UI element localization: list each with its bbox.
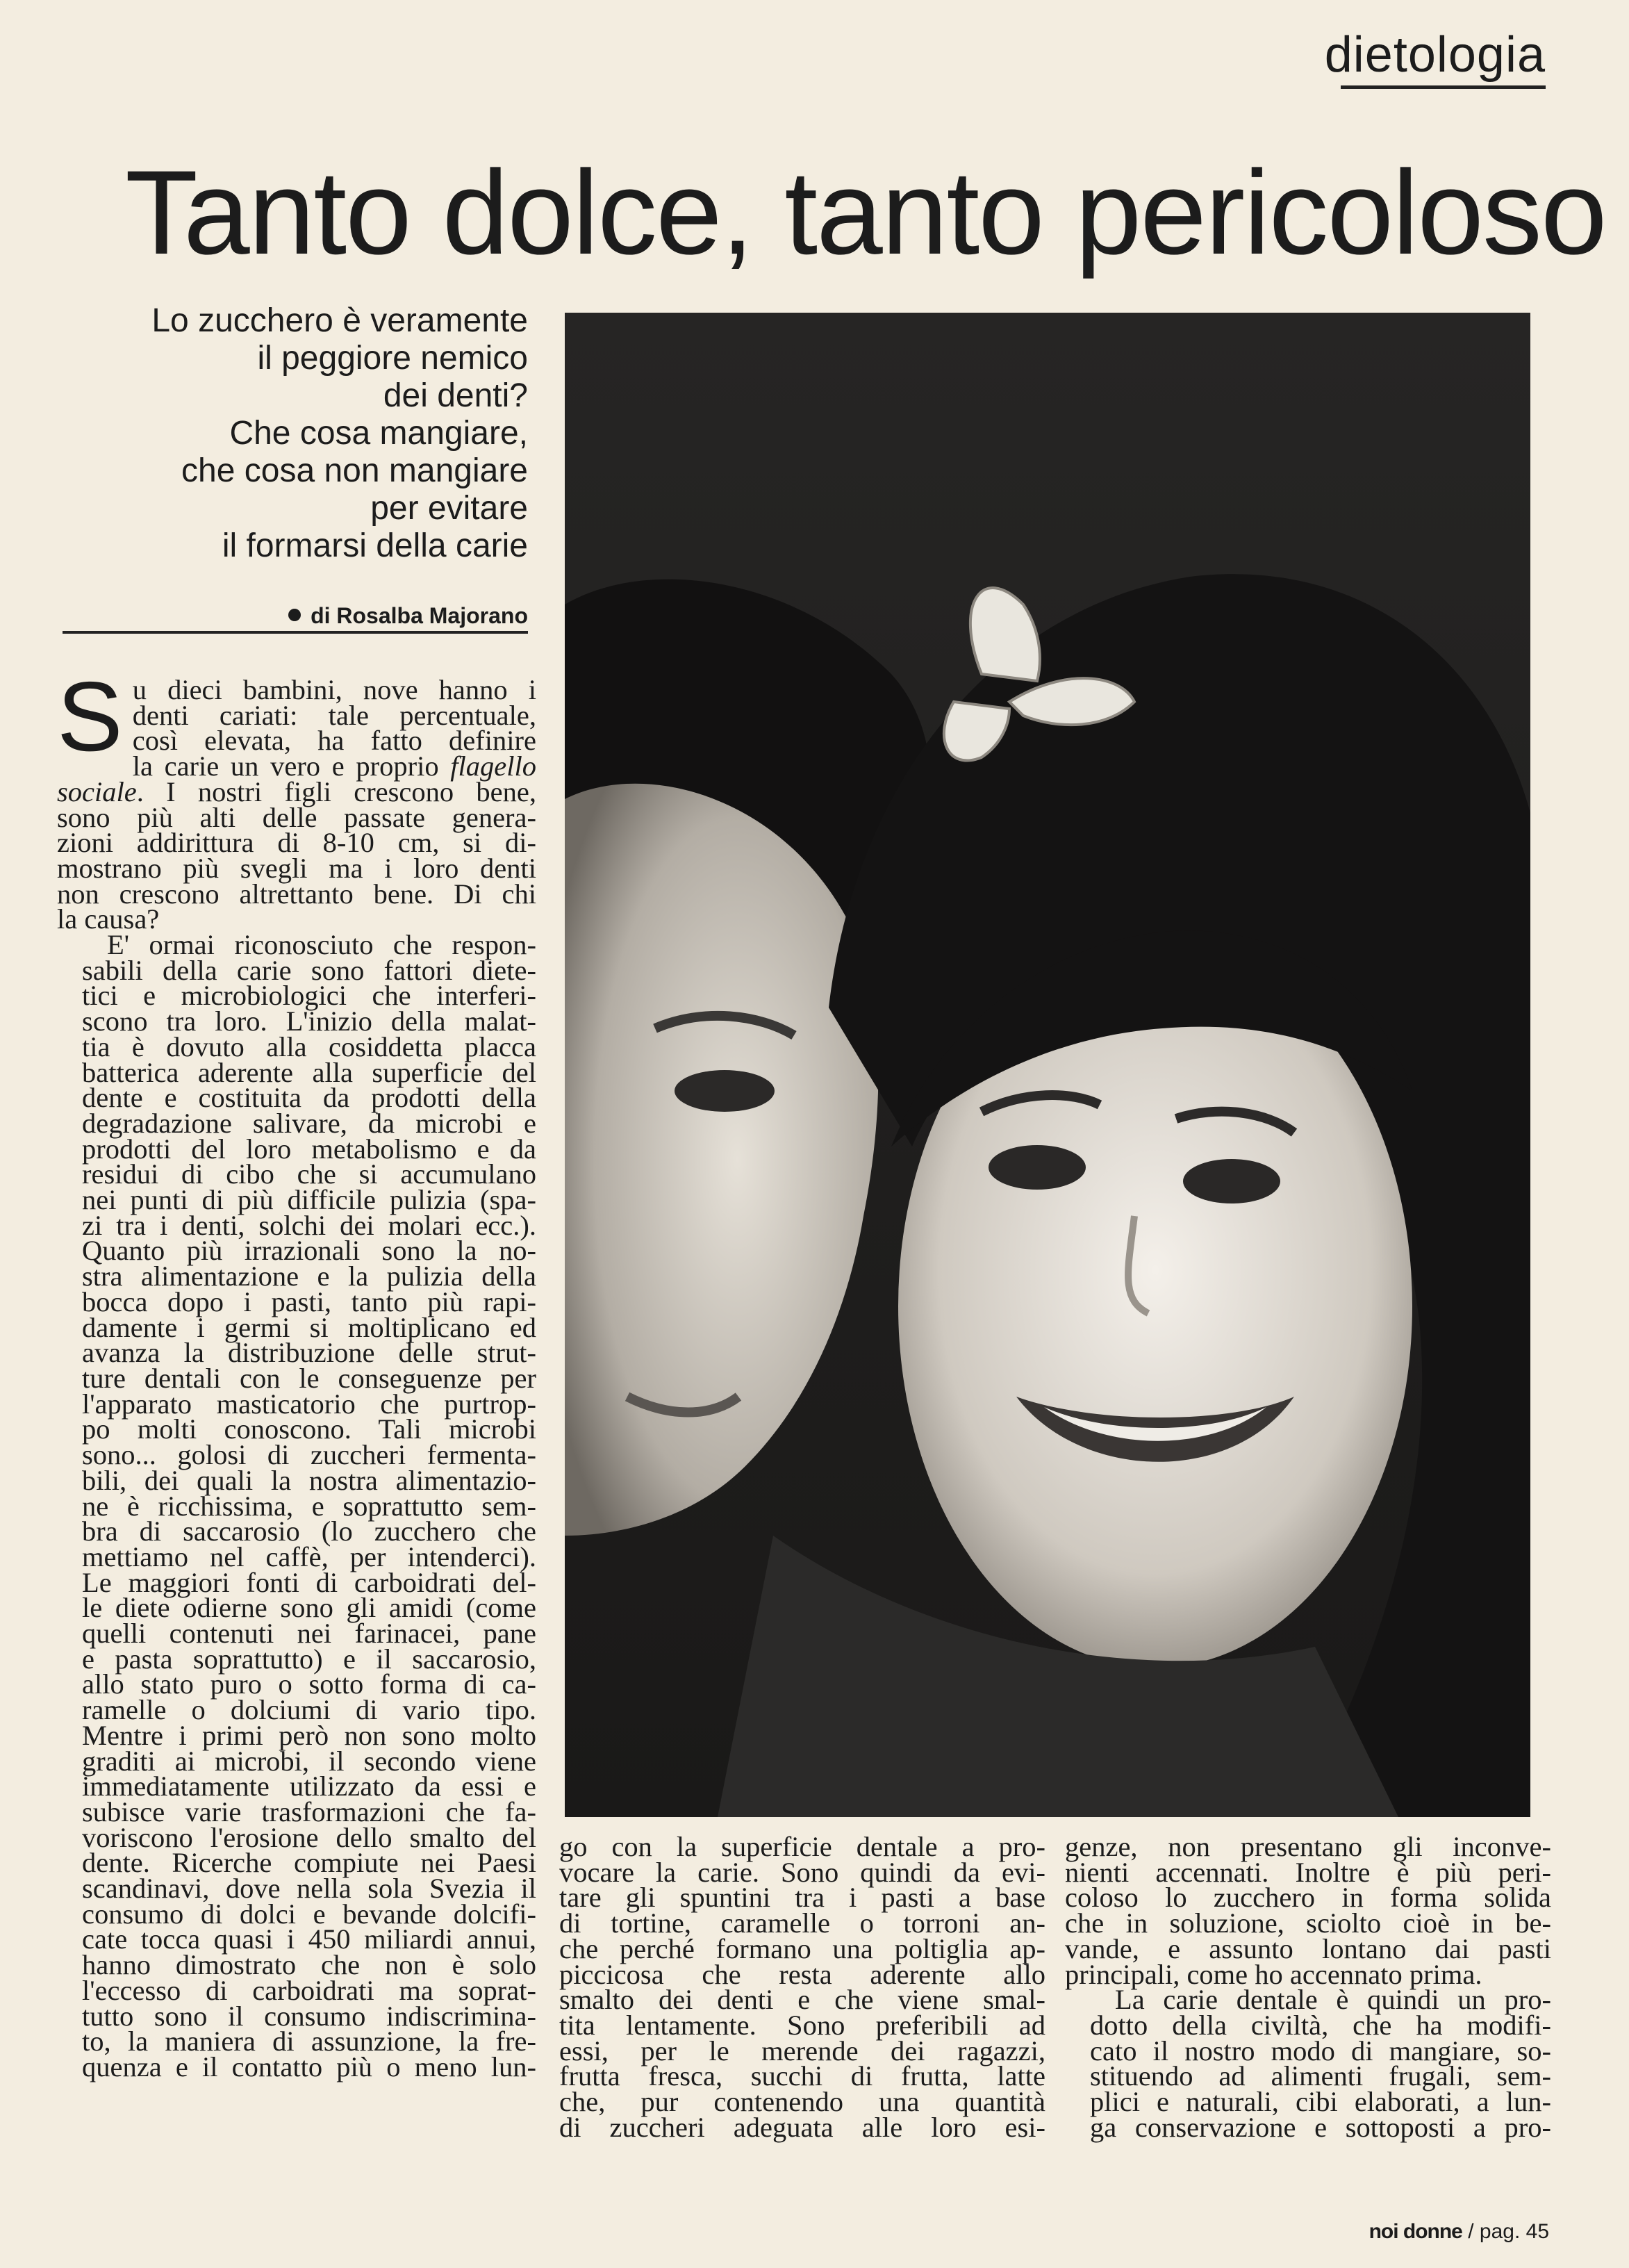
right-girl-eye-right	[1183, 1159, 1280, 1203]
text-fragment: . I nostri figli crescono bene,	[136, 775, 536, 807]
text-line: dente. Ricerche compiute nei Paesi	[82, 1847, 536, 1879]
article-column-1	[57, 662, 536, 2082]
text-line: smalto dei denti e che viene smal-	[559, 1984, 1045, 2016]
photo-two-girls	[565, 313, 1530, 1817]
text-line: cate tocca quasi i 450 miliardi annui,	[82, 1923, 536, 1955]
text-line: quelli contenuti nei farinacei, pane	[82, 1618, 536, 1650]
deck-line: il peggiore nemico	[257, 340, 528, 377]
paragraph	[57, 929, 536, 2082]
text-line: cato il nostro modo di mangiare, so-	[1090, 2035, 1551, 2066]
text-line: di tortine, caramelle o torroni an-	[559, 1907, 1045, 1939]
text-line: tia è dovuto alla cosiddetta placca	[82, 1030, 536, 1062]
article-column-3	[1065, 1831, 1551, 2143]
page-number: pag. 45	[1479, 2220, 1549, 2243]
text-line: go con la superficie dentale a pro-	[559, 1831, 1045, 1862]
text-line: denti cariati: tale percentuale,	[132, 699, 536, 731]
page-footer	[1369, 2220, 1549, 2244]
paragraph	[1065, 1831, 1551, 1964]
text-line: stituendo ad alimenti frugali, sem-	[1090, 2060, 1551, 2092]
text-line: avanza la distribuzione delle strut-	[82, 1337, 536, 1369]
text-fragment: la carie un vero e proprio	[132, 750, 451, 782]
text-line: ne è ricchissima, e soprattutto sem-	[82, 1490, 536, 1522]
text-line: ramelle o dolciumi di vario tipo.	[82, 1694, 536, 1726]
magazine-name: noi donne	[1368, 2220, 1462, 2243]
byline	[63, 603, 528, 629]
text-line: graditi ai microbi, il secondo viene	[82, 1745, 536, 1777]
text-line	[57, 775, 536, 807]
text-line: piccicosa che resta aderente allo	[559, 1958, 1045, 1990]
text-line: residui di cibo che si accumulano	[82, 1158, 536, 1190]
deck-line: il formarsi della carie	[222, 527, 528, 564]
text-line: u dieci bambini, nove hanno i	[132, 674, 536, 705]
drop-cap: S	[57, 662, 123, 772]
byline-text: di Rosalba Majorano	[311, 603, 528, 628]
text-line: bocca dopo i pasti, tanto più rapi-	[82, 1285, 536, 1317]
text-line: coloso lo zucchero in forma solida	[1065, 1882, 1551, 1914]
text-line: tita lentamente. Sono preferibili ad	[559, 2009, 1045, 2041]
text-line: l'apparato masticatorio che purtrop-	[82, 1388, 536, 1420]
text-line: zioni addirittura di 8-10 cm, si di-	[57, 827, 536, 859]
byline-rule	[63, 631, 528, 634]
text-line: immediatamente utilizzato da essi e	[82, 1770, 536, 1802]
text-line: nienti accennati. Inoltre è più peri-	[1065, 1856, 1551, 1888]
footer-separator: /	[1468, 2220, 1474, 2243]
text-line: bra di saccarosio (lo zucchero che	[82, 1515, 536, 1547]
bullet-icon	[288, 609, 301, 621]
text-line: Le maggiori fonti di carboidrati del-	[82, 1566, 536, 1598]
text-line: mettiamo nel caffè, per intenderci).	[82, 1540, 536, 1572]
text-line: prodotti del loro metabolismo e da	[82, 1133, 536, 1165]
text-line: che in soluzione, sciolto cioè in be-	[1065, 1907, 1551, 1939]
text-line: vande, e assunto lontano dai pasti	[1065, 1932, 1551, 1964]
section-rule	[1341, 85, 1546, 89]
text-line: così elevata, ha fatto definire	[132, 725, 536, 757]
text-line: ture dentali con le conseguenze per	[82, 1362, 536, 1394]
article-column-2	[559, 1831, 1045, 2143]
text-line: zi tra i denti, solchi dei molari ecc.).	[82, 1209, 536, 1241]
text-line: nei punti di più difficile pulizia (spa-	[82, 1184, 536, 1216]
text-line: po molti conoscono. Tali microbi	[82, 1413, 536, 1445]
italic-term: sociale	[57, 775, 137, 807]
text-line: e pasta soprattutto) e il saccarosio,	[82, 1643, 536, 1675]
text-line: subisce varie trasformazioni che fa-	[82, 1796, 536, 1827]
text-line: Mentre i primi però non sono molto	[82, 1719, 536, 1751]
deck-line: per evitare	[370, 490, 528, 527]
text-line: vocare la carie. Sono quindi da evi-	[559, 1856, 1045, 1888]
text-line: principali, come ho accennato prima.	[1065, 1958, 1482, 1990]
text-line: frutta fresca, succhi di frutta, latte	[559, 2060, 1045, 2092]
text-line: tutto sono il consumo indiscrimina-	[82, 2000, 536, 2032]
text-line: di zuccheri adeguata alle loro esi-	[559, 2111, 1045, 2143]
text-line: consumo di dolci e bevande dolcifi-	[82, 1898, 536, 1930]
text-line: bili, dei quali la nostra alimentazio-	[82, 1464, 536, 1496]
deck-line: che cosa non mangiare	[181, 452, 528, 489]
text-line: mostrano più svegli ma i loro denti	[57, 852, 536, 884]
right-girl-eye-left	[989, 1145, 1086, 1190]
text-line: sono più alti delle passate genera-	[57, 801, 536, 833]
text-line: ga conservazione e sottoposti a pro-	[1090, 2111, 1551, 2143]
text-line: l'eccesso di carboidrati ma soprat-	[82, 1974, 536, 2006]
text-line: che perché formano una poltiglia ap-	[559, 1932, 1045, 1964]
text-line: degradazione salivare, da microbi e	[82, 1107, 536, 1139]
text-line: voriscono l'erosione dello smalto del	[82, 1821, 536, 1853]
text-line: La carie dentale è quindi un pro-	[1115, 1984, 1551, 2016]
text-line: dente e costituita da prodotti della	[82, 1082, 536, 1114]
text-line: tici e microbiologici che interferi-	[82, 980, 536, 1012]
text-line: non crescono altrettanto bene. Di chi	[57, 878, 536, 910]
text-line: E' ormai riconosciuto che respon-	[107, 929, 536, 961]
text-line: damente i germi si moltiplicano ed	[82, 1311, 536, 1343]
text-line: le diete odierne sono gli amidi (come	[82, 1592, 536, 1624]
text-line: sabili della carie sono fattori diete-	[82, 954, 536, 986]
section-tag: dietologia	[1324, 27, 1546, 83]
text-line: stra alimentazione e la pulizia della	[82, 1260, 536, 1292]
text-line: quenza e il contatto più o meno lun-	[82, 2051, 536, 2082]
text-line: Quanto più irrazionali sono la no-	[82, 1235, 536, 1267]
deck-line: dei denti?	[383, 377, 528, 414]
text-line: essi, per le merende dei ragazzi,	[559, 2035, 1045, 2066]
text-line: scandinavi, dove nella sola Svezia il	[82, 1873, 536, 1905]
text-line: la causa?	[57, 903, 160, 935]
deck-line: Lo zucchero è veramente	[151, 302, 528, 339]
text-line: batterica aderente alla superficie del	[82, 1056, 536, 1088]
text-line: hanno dimostrato che non è solo	[82, 1949, 536, 1981]
text-line: che, pur contenendo una quantità	[559, 2086, 1045, 2118]
text-line: genze, non presentano gli inconve-	[1065, 1831, 1551, 1862]
text-line: sono... golosi di zuccheri fermenta-	[82, 1439, 536, 1471]
text-line: allo stato puro o sotto forma di ca-	[82, 1668, 536, 1700]
paragraph	[1065, 1984, 1551, 2143]
text-line: scono tra loro. L'inizio della malat-	[82, 1005, 536, 1037]
text-line: to, la maniera di assunzione, la fre-	[82, 2025, 536, 2057]
text-line: tare gli spuntini tra i pasti a base	[559, 1882, 1045, 1914]
headline: Tanto dolce, tanto pericoloso	[125, 146, 1606, 279]
deck	[63, 302, 528, 565]
left-girl-eye	[675, 1070, 775, 1112]
italic-term: flagello	[450, 750, 536, 782]
text-line: plici e naturali, cibi elaborati, a lun-	[1090, 2086, 1551, 2118]
text-line: dotto della civiltà, che ha modifi-	[1090, 2009, 1551, 2041]
deck-line: Che cosa mangiare,	[229, 415, 528, 452]
